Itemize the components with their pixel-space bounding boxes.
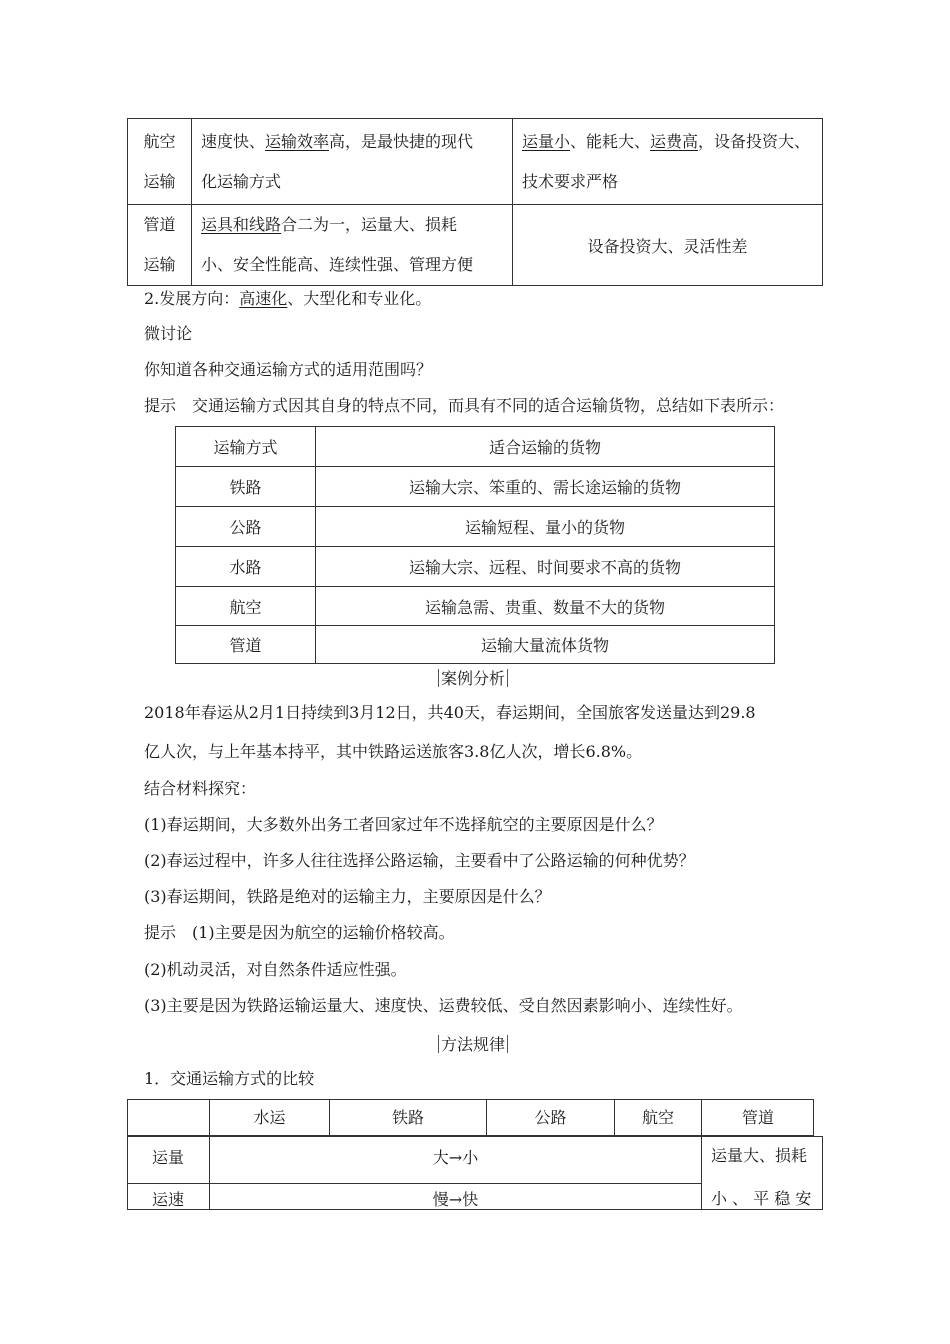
underlined-term: 运量小 bbox=[522, 131, 571, 151]
disadvantage-cell bbox=[513, 205, 823, 286]
table-row bbox=[176, 467, 775, 507]
mode-cell bbox=[128, 205, 192, 286]
table-row bbox=[128, 205, 823, 286]
transport-features-table bbox=[127, 118, 823, 286]
cell: 水路 bbox=[176, 547, 316, 587]
development-direction bbox=[144, 289, 431, 309]
mode-label: 航空 bbox=[143, 131, 176, 151]
method-heading bbox=[436, 1032, 510, 1055]
case-analysis-heading-text: 案例分析 bbox=[441, 669, 506, 688]
case-paragraph-line1: 2018年春运从2月1日持续到3月12日，共40天，春运期间，全国旅客发送量达到29.8 bbox=[144, 703, 756, 722]
micro-discussion-title: 微讨论 bbox=[144, 324, 193, 343]
cell-text: 设备投资大、灵活性差 bbox=[587, 236, 748, 256]
header-rail: 铁路 bbox=[391, 1108, 424, 1127]
header-air: 航空 bbox=[641, 1108, 674, 1127]
table-row bbox=[128, 119, 823, 205]
cell-text: ，设备投资大、 bbox=[698, 131, 811, 151]
row-label-speed: 运速 bbox=[151, 1190, 184, 1209]
table-row bbox=[176, 587, 775, 626]
method-item-1: 1．交通运输方式的比较 bbox=[144, 1069, 315, 1088]
header-pipe: 管道 bbox=[741, 1108, 774, 1127]
cell: 运输大量流体货物 bbox=[316, 626, 775, 664]
cell-text: 合二为一，运量大、损耗 bbox=[281, 215, 458, 234]
underlined-term: 运输效率 bbox=[265, 131, 330, 151]
cell-text: 技术要求严格 bbox=[522, 171, 619, 191]
table-row bbox=[176, 547, 775, 587]
mode-label: 运输 bbox=[143, 255, 176, 274]
case-paragraph-line2: 亿人次，与上年基本持平，其中铁路运送旅客3.8亿人次，增长6.8%。 bbox=[144, 742, 643, 761]
mode-cell bbox=[128, 119, 192, 205]
disadvantage-cell bbox=[513, 119, 823, 205]
advantage-cell bbox=[192, 119, 513, 205]
dev-prefix: 2.发展方向： bbox=[144, 289, 240, 308]
explore-label: 结合材料探究： bbox=[144, 779, 257, 798]
answer-2: (2)机动灵活，对自然条件适应性强。 bbox=[144, 960, 407, 979]
question-1: (1)春运期间，大多数外出务工者回家过年不选择航空的主要原因是什么？ bbox=[144, 815, 663, 834]
row-label-volume: 运量 bbox=[151, 1148, 184, 1167]
dev-underlined: 高速化 bbox=[239, 289, 288, 308]
mode-label: 运输 bbox=[143, 171, 176, 191]
answer-1: 提示 (1)主要是因为航空的运输价格较高。 bbox=[144, 923, 455, 942]
micro-discussion-question: 你知道各种交通运输方式的适用范围吗？ bbox=[144, 360, 433, 379]
cell: 公路 bbox=[176, 507, 316, 547]
micro-discussion-hint: 提示 交通运输方式因其自身的特点不同，而具有不同的适合运输货物，总结如下表所示： bbox=[144, 396, 785, 415]
cell: 运输急需、贵重、数量不大的货物 bbox=[316, 587, 775, 626]
question-3: (3)春运期间，铁路是绝对的运输主力，主要原因是什么？ bbox=[144, 887, 551, 906]
cell-text: 化运输方式 bbox=[201, 171, 282, 191]
dev-suffix: 、大型化和专业化。 bbox=[287, 289, 432, 308]
cell-text: 、能耗大、 bbox=[570, 131, 651, 151]
header-cell: 运输方式 bbox=[176, 427, 316, 467]
compare-table bbox=[127, 1099, 823, 1210]
header-cell: 适合运输的货物 bbox=[316, 427, 775, 467]
table-row bbox=[176, 626, 775, 664]
cell: 铁路 bbox=[176, 467, 316, 507]
header-road: 公路 bbox=[534, 1108, 567, 1127]
cargo-table bbox=[175, 426, 775, 664]
table-row bbox=[176, 427, 775, 467]
cell-text: 小、安全性能高、连续性强、管理方便 bbox=[201, 255, 474, 274]
mode-label: 管道 bbox=[143, 215, 176, 234]
pipe-note-line1: 运量大、损耗 bbox=[711, 1146, 808, 1165]
cell-text: 速度快、 bbox=[201, 131, 266, 151]
question-2: (2)春运过程中，许多人往往选择公路运输，主要看中了公路运输的何种优势？ bbox=[144, 851, 695, 870]
cell: 运输大宗、远程、时间要求不高的货物 bbox=[316, 547, 775, 587]
cell-text: 高，是最快捷的现代 bbox=[329, 131, 474, 151]
advantage-cell bbox=[192, 205, 513, 286]
cell: 运输大宗、笨重的、需长途运输的货物 bbox=[316, 467, 775, 507]
method-heading-text: 方法规律 bbox=[441, 1035, 506, 1054]
cell: 运输短程、量小的货物 bbox=[316, 507, 775, 547]
answer-3: (3)主要是因为铁路运输运量大、速度快、运费较低、受自然因素影响小、连续性好。 bbox=[144, 996, 743, 1015]
underlined-term: 运费高 bbox=[650, 131, 699, 151]
pipe-note-line2: 小 、 平 稳 安 bbox=[711, 1189, 812, 1208]
cell: 航空 bbox=[176, 587, 316, 626]
speed-trend: 慢→快 bbox=[432, 1190, 479, 1209]
volume-trend: 大→小 bbox=[432, 1148, 479, 1167]
header-water: 水运 bbox=[253, 1108, 286, 1127]
cell: 管道 bbox=[176, 626, 316, 664]
case-analysis-heading bbox=[436, 666, 510, 689]
underlined-term: 运具和线路 bbox=[201, 215, 282, 234]
table-row bbox=[176, 507, 775, 547]
